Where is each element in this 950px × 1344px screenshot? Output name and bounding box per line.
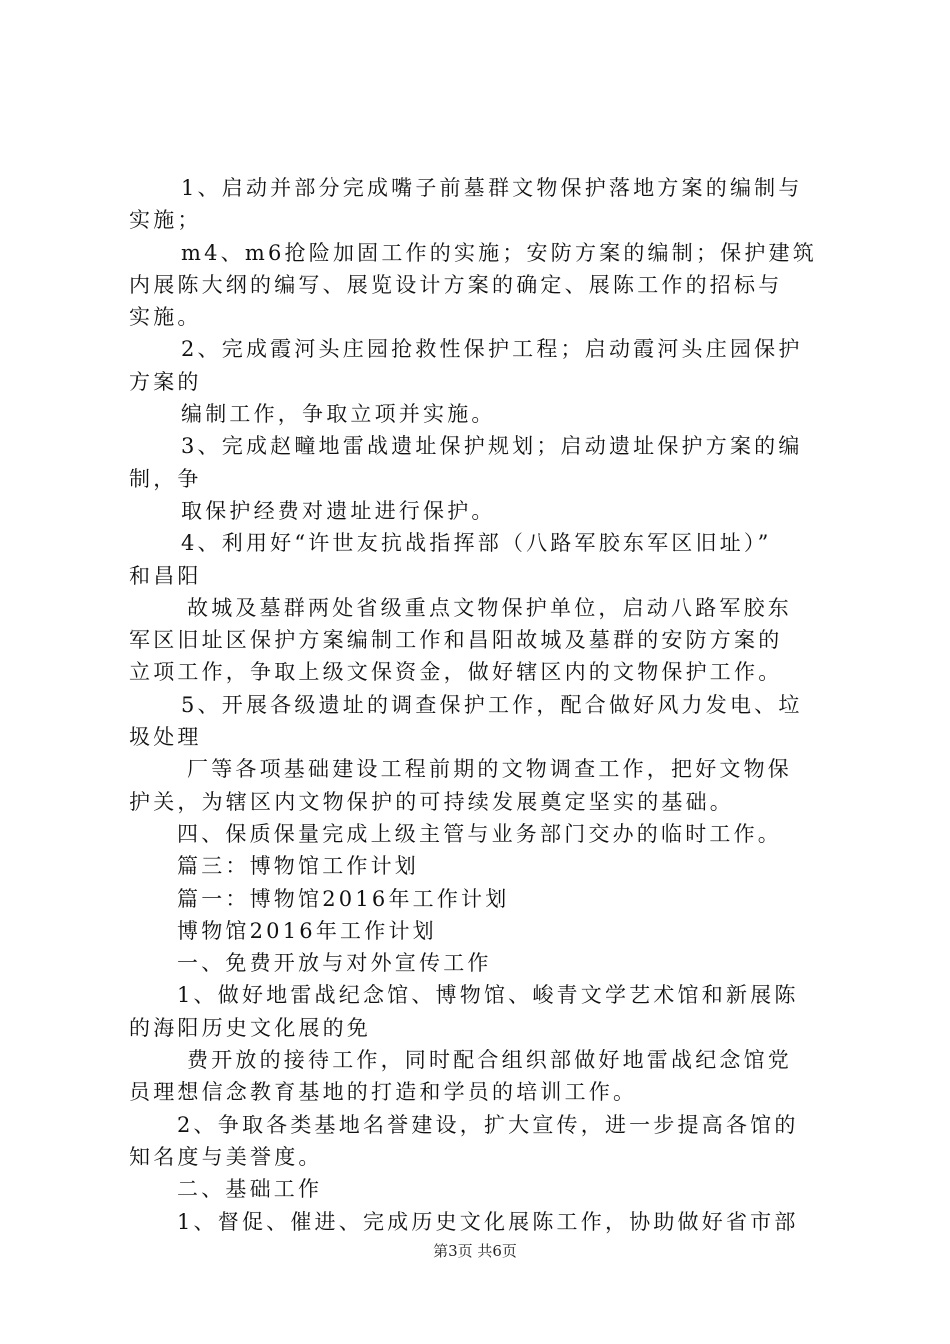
text-line: 故城及墓群两处省级重点文物保护单位，启动八路军胶东 xyxy=(187,595,792,620)
text-line: 和昌阳 xyxy=(129,563,202,588)
text-line: 员理想信念教育基地的打造和学员的培训工作。 xyxy=(129,1080,638,1105)
text-line: 知名度与美誉度。 xyxy=(129,1144,323,1169)
text-line: 篇一：博物馆2016年工作计划 xyxy=(177,886,510,911)
text-line: 立项工作，争取上级文保资金，做好辖区内的文物保护工作。 xyxy=(129,660,783,685)
text-line: 5、开展各级遗址的调查保护工作，配合做好风力发电、垃 xyxy=(181,692,803,717)
text-line: 1、启动并部分完成嘴子前墓群文物保护落地方案的编制与 xyxy=(181,176,803,200)
text-line: 博物馆2016年工作计划 xyxy=(177,918,437,943)
text-line: 实施； xyxy=(129,208,202,233)
text-line: 圾处理 xyxy=(129,725,202,750)
text-line: 制，争 xyxy=(129,466,202,491)
text-line: 编制工作，争取立项并实施。 xyxy=(181,402,496,427)
text-line: 内展陈大纲的编写、展览设计方案的确定、展陈工作的招标与 xyxy=(129,272,783,297)
page-number-footer: 第3页 共6页 xyxy=(433,1242,517,1260)
text-line: 1、督促、催进、完成历史文化展陈工作，协助做好省市部 xyxy=(177,1209,799,1234)
text-line: 四、保质保量完成上级主管与业务部门交办的临时工作。 xyxy=(177,821,782,846)
text-line: 2、争取各类基地名誉建设，扩大宣传，进一步提高各馆的 xyxy=(177,1112,799,1137)
text-line: 二、基础工作 xyxy=(177,1177,323,1202)
text-line: 取保护经费对遗址进行保护。 xyxy=(181,498,496,523)
text-line: 厂等各项基础建设工程前期的文物调查工作，把好文物保 xyxy=(187,757,792,782)
text-line: 方案的 xyxy=(129,369,202,394)
text-line: 3、完成赵疃地雷战遗址保护规划；启动遗址保护方案的编 xyxy=(181,434,803,459)
text-line: 1、做好地雷战纪念馆、博物馆、峻青文学艺术馆和新展陈 xyxy=(177,983,799,1008)
text-line: 篇三：博物馆工作计划 xyxy=(177,854,419,879)
text-line: 的海阳历史文化展的免 xyxy=(129,1015,371,1040)
text-line: 2、完成霞河头庄园抢救性保护工程；启动霞河头庄园保护 xyxy=(181,337,803,362)
text-line: m4、m6抢险加固工作的实施；安防方案的编制；保护建筑 xyxy=(181,240,817,265)
text-line: 军区旧址区保护方案编制工作和昌阳故城及墓群的安防方案的 xyxy=(129,628,783,653)
text-line: 费开放的接待工作，同时配合组织部做好地雷战纪念馆党 xyxy=(187,1048,792,1073)
text-line: 4、利用好“许世友抗战指挥部（八路军胶东军区旧址）” xyxy=(181,531,772,556)
text-line: 护关，为辖区内文物保护的可持续发展奠定坚实的基础。 xyxy=(129,789,734,814)
text-line: 一、免费开放与对外宣传工作 xyxy=(177,951,492,976)
text-line: 实施。 xyxy=(129,305,202,330)
document-body xyxy=(129,172,829,1238)
